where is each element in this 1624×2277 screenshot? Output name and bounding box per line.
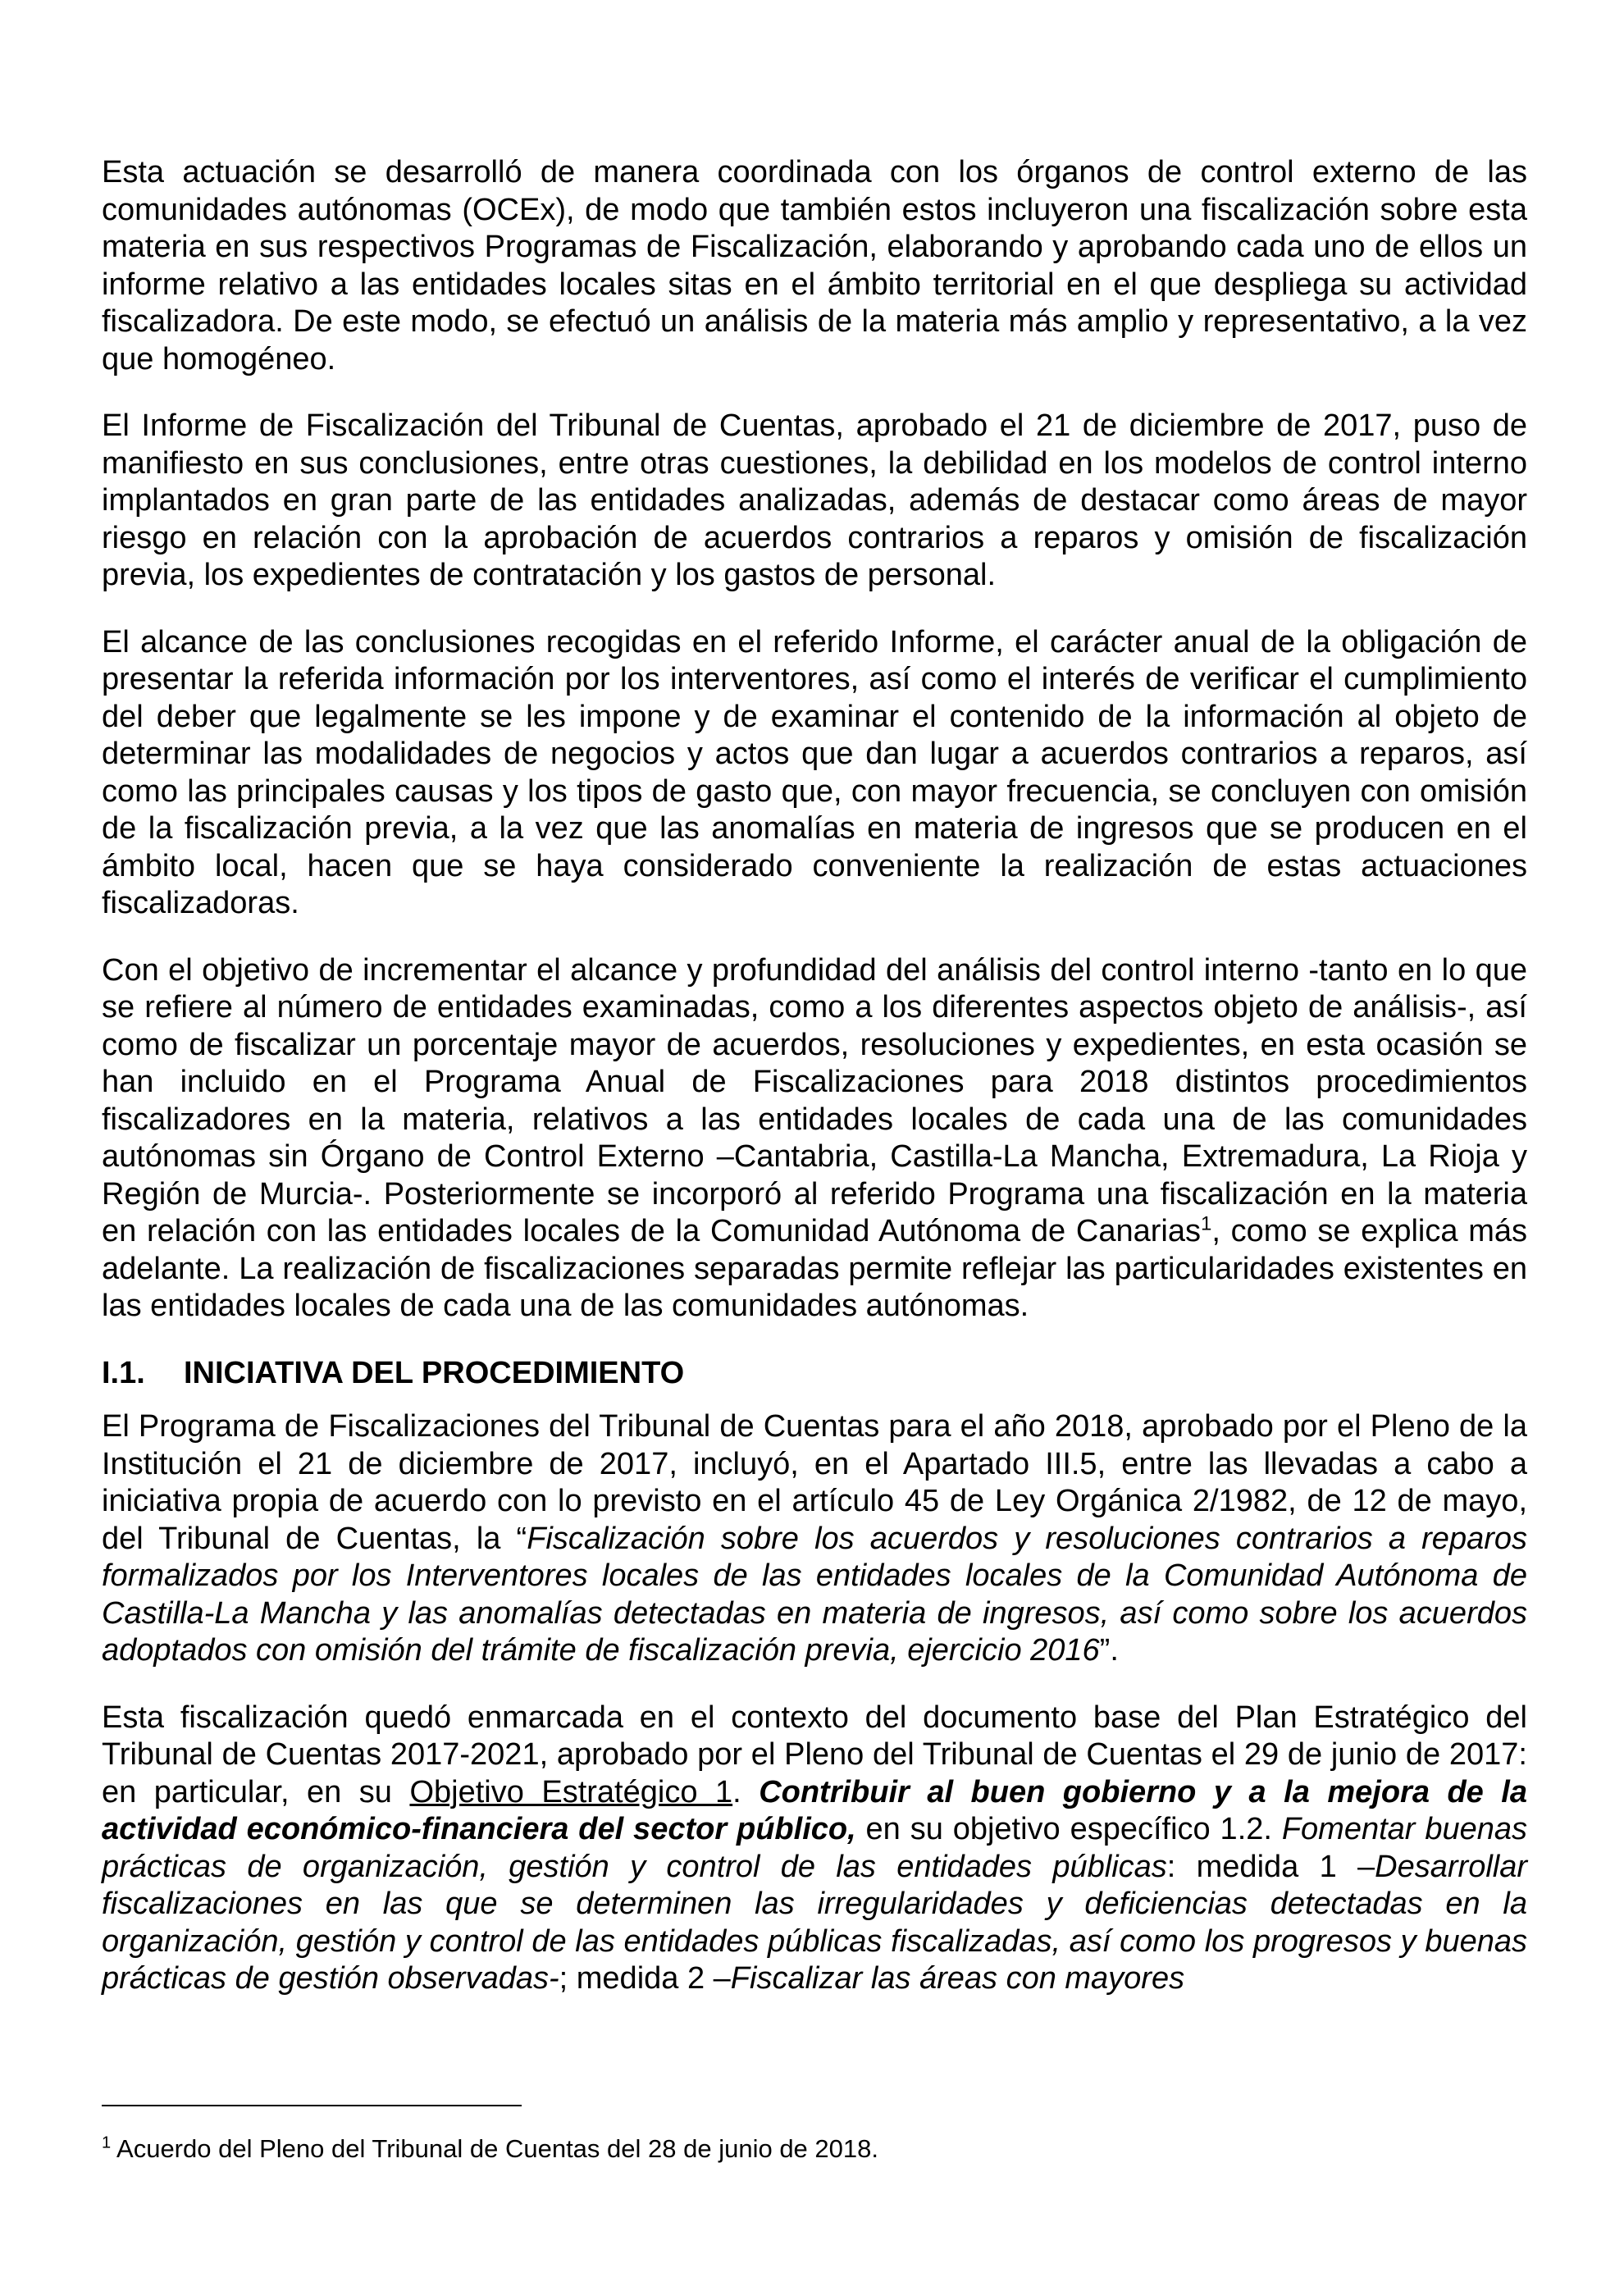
section-heading [102,1355,1527,1393]
paragraph-objective-text-end: , como se explica más adelante. La realización de fiscalizaciones separadas permite reflejar las particularidades existentes en las entidades locales de cada una de las comunidades autónomas. [102,1214,1527,1323]
specific-objective-italic: Fomentar buenas prácticas de organización, gestión y control de las entidades públicas [102,1812,1527,1884]
footnote-divider [102,2105,522,2106]
section-number: I.1. [102,1355,145,1390]
strategic-objective-link: Objetivo Estratégico 1 [409,1774,733,1809]
strategic-objective-title: Contribuir al buen gobierno y a la mejora de la actividad económico-financiera del sector público, [102,1774,1528,1846]
paragraph-program-text-end: ”. [1099,1633,1119,1668]
strategic-plan-text: Esta fiscalización quedó enmarcada en el contexto del documento base del Plan Estratégico del Tribunal de Cuentas 2017-2021, aprobado por el Pleno del Tribunal de Cuentas el 29 de junio de 2017: en particular, en su [102,1700,1527,1809]
page-body [102,154,1527,1998]
section-title: INICIATIVA DEL PROCEDIMIENTO [184,1355,685,1390]
footnote-text: Acuerdo del Pleno del Tribunal de Cuentas del 28 de junio de 2018. [111,2134,878,2163]
paragraph-program [102,1408,1527,1670]
measure-1-italic: Desarrollar fiscalizaciones en las que se determinen las irregularidades y deficiencias detectadas en la organización, gestión y control de las entidades públicas fiscalizadas, así como los progresos y buenas prácticas de gestión observadas- [102,1849,1527,1996]
paragraph-scope-conclusions: El alcance de las conclusiones recogidas en el referido Informe, el carácter anual de la obligación de presentar la referida información por los interventores, así como el interés de verificar el cumplimiento del deber que legalmente se les impone y de examinar el contenido de la información al objeto de determinar las modalidades de negocios y actos que dan lugar a acuerdos contrarios a reparos, así como las principales causas y los tipos de gasto que, con mayor frecuencia, se concluyen con omisión de la fiscalización previa, a la vez que las anomalías en materia de ingresos que se producen en el ámbito local, hacen que se haya considerado conveniente la realización de estas actuaciones fiscalizadoras. [102,624,1527,920]
measure-2-italic: Fiscalizar las áreas con mayores [730,1961,1185,1996]
footnote-reference[interactable]: 1 [1201,1212,1212,1235]
strategic-plan-text-3: en su objetivo específico 1.2. [855,1812,1282,1846]
strategic-plan-text-2: . [732,1774,760,1809]
footnote [102,2133,1527,2165]
audit-title-italic: Fiscalización sobre los acuerdos y resoluciones contrarios a reparos formalizados por los Interventores locales de las entidades locales de la Comunidad Autónoma de Castilla-La Mancha y las anomalías detectadas en materia de ingresos, así como sobre los acuerdos adoptados con omisión del trámite de fiscalización previa, ejercicio 2016 [102,1521,1527,1668]
paragraph-objective-text: Con el objetivo de incrementar el alcance y profundidad del análisis del control interno -tanto en lo que se refiere al número de entidades examinadas, como a los diferentes aspectos objeto de análisis-, así como de fiscalizar un porcentaje mayor de acuerdos, resoluciones y expedientes, en esta ocasión se han incluido en el Programa Anual de Fiscalizaciones para 2018 distintos procedimientos fiscalizadores en la materia, relativos a las entidades locales de cada una de las comunidades autónomas sin Órgano de Control Externo –Cantabria, Castilla-La Mancha, Extremadura, La Rioja y Región de Murcia-. Posteriormente se incorporó al referido Programa una fiscalización en la materia en relación con las entidades locales de la Comunidad Autónoma de Canarias [102,952,1527,1248]
paragraph-objective [102,952,1527,1326]
paragraph-previous-report: El Informe de Fiscalización del Tribunal de Cuentas, aprobado el 21 de diciembre de 2017, puso de manifiesto en sus conclusiones, entre otras cuestiones, la debilidad en los modelos de control interno implantados en gran parte de las entidades analizadas, además de destacar como áreas de mayor riesgo en relación con la aprobación de acuerdos contrarios a reparos y omisión de fiscalización previa, los expedientes de contratación y los gastos de personal. [102,408,1527,592]
footnote-marker: 1 [102,2133,112,2152]
paragraph-ocex-coordination: Esta actuación se desarrolló de manera coordinada con los órganos de control externo de las comunidades autónomas (OCEx), de modo que también estos incluyeron una fiscalización sobre esta materia en sus respectivos Programas de Fiscalización, elaborando y aprobando cada uno de ellos un informe relativo a las entidades locales sitas en el ámbito territorial en el que despliega su actividad fiscalizadora. De este modo, se efectuó un análisis de la materia más amplio y representativo, a la vez que homogéneo. [102,155,1527,376]
strategic-plan-text-4: : medida 1 – [1166,1849,1375,1884]
strategic-plan-text-5: ; medida 2 – [559,1961,731,1996]
paragraph-strategic-plan [102,1700,1527,1998]
paragraph-program-text: El Programa de Fiscalizaciones del Tribunal de Cuentas para el año 2018, aprobado por el Pleno de la Institución el 21 de diciembre de 2017, incluyó, en el Apartado III.5, entre las llevadas a cabo a iniciativa propia de acuerdo con lo previsto en el artículo 45 de Ley Orgánica 2/1982, de 12 de mayo, del Tribunal de Cuentas, la “ [102,1409,1527,1556]
